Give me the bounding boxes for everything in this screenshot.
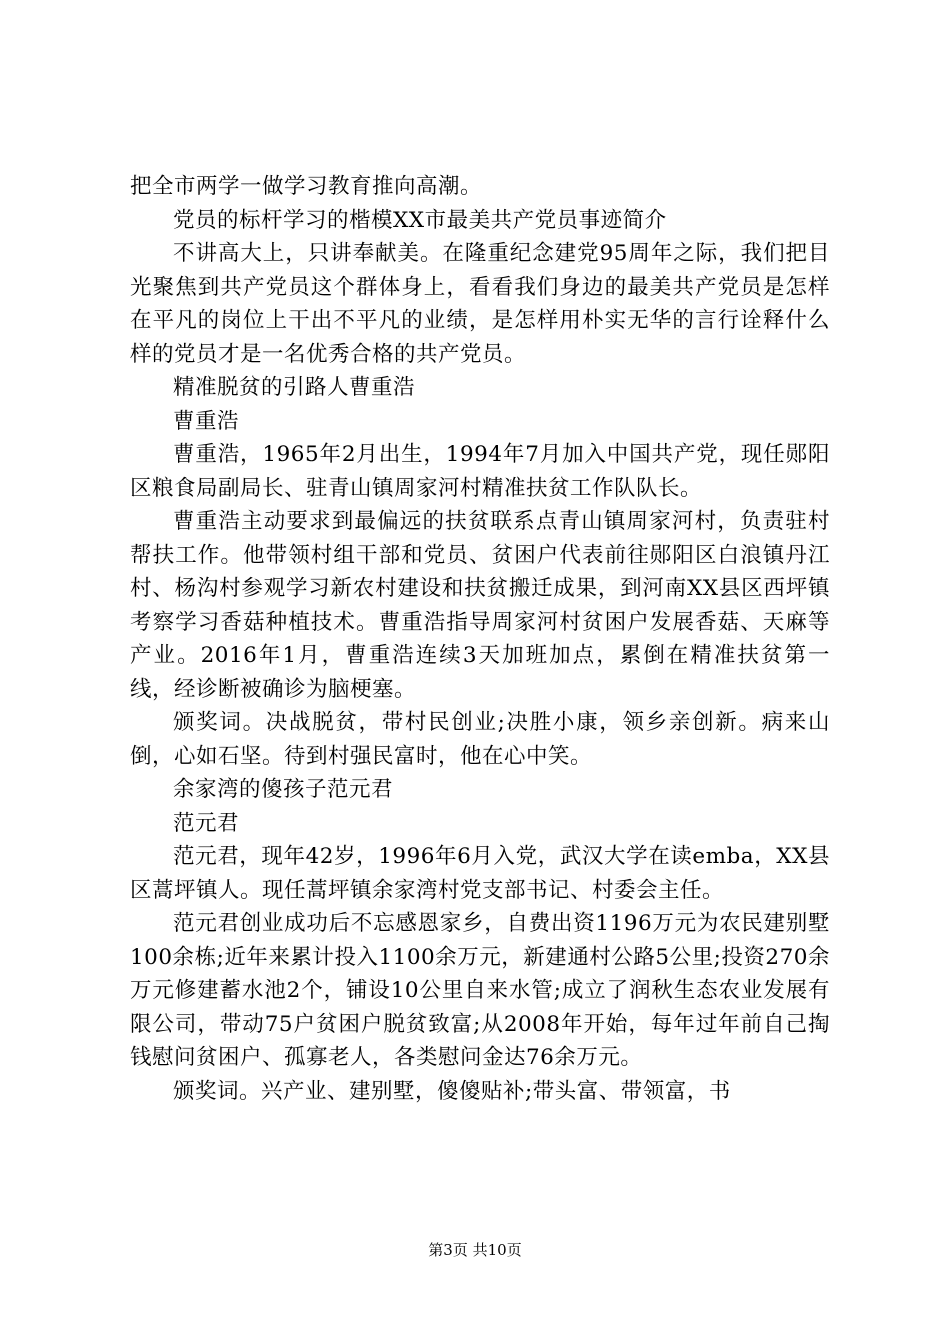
paragraph: 精准脱贫的引路人曹重浩: [173, 375, 416, 400]
paragraph: 曹重浩: [173, 408, 240, 434]
paragraph: 不讲高大上，只讲奉献美。在隆重纪念建党95周年之际，我们把目光聚焦到共产党员这个群体身上，看看我们身边的最美共产党员是怎样在平凡的岗位上干出不平凡的业绩，是怎样用朴实无华的言行诠释什么样的党员才是一名优秀合格的共产党员。: [130, 241, 830, 367]
paragraph: 范元君，现年42岁，1996年6月入党，武汉大学在读emba，XX县区蒿坪镇人。现任蒿坪镇余家湾村党支部书记、村委会主任。: [130, 844, 830, 903]
paragraph: 余家湾的傻孩子范元君: [173, 777, 394, 802]
document-body: [130, 170, 830, 1108]
paragraph: 曹重浩，1965年2月出生，1994年7月加入中国共产党，现任郧阳区粮食局副局长、驻青山镇周家河村精准扶贫工作队队长。: [130, 442, 830, 501]
paragraph: 颁奖词。兴产业、建别墅，傻傻贴补;带头富、带领富，书: [173, 1078, 731, 1104]
paragraph: 曹重浩主动要求到最偏远的扶贫联系点青山镇周家河村，负责驻村帮扶工作。他带领村组干部和党员、贫困户代表前往郧阳区白浪镇丹江村、杨沟村参观学习新农村建设和扶贫搬迁成果，到河南XX县区西坪镇考察学习香菇种植技术。曹重浩指导周家河村贫困户发展香菇、天麻等产业。2016年1月，曹重浩连续3天加班加点，累倒在精准扶贫第一线，经诊断被确诊为脑梗塞。: [130, 509, 830, 702]
paragraph: 把全市两学一做学习教育推向高潮。: [130, 174, 483, 199]
paragraph: 党员的标杆学习的楷模XX市最美共产党员事迹简介: [173, 207, 667, 233]
paragraph: 颁奖词。决战脱贫，带村民创业;决胜小康，领乡亲创新。病来山倒，心如石坚。待到村强民富时，他在心中笑。: [130, 710, 830, 769]
paragraph: 范元君: [173, 810, 240, 836]
paragraph: 范元君创业成功后不忘感恩家乡，自费出资1196万元为农民建别墅100余栋;近年来累计投入1100余万元，新建通村公路5公里;投资270余万元修建蓄水池2个，铺设10公里自来水管;成立了润秋生态农业发展有限公司，带动75户贫困户脱贫致富;从2008年开始，每年过年前自己掏钱慰问贫困户、孤寡老人，各类慰问金达76余万元。: [130, 911, 830, 1070]
page-footer: 第3页 共10页: [428, 1241, 522, 1259]
